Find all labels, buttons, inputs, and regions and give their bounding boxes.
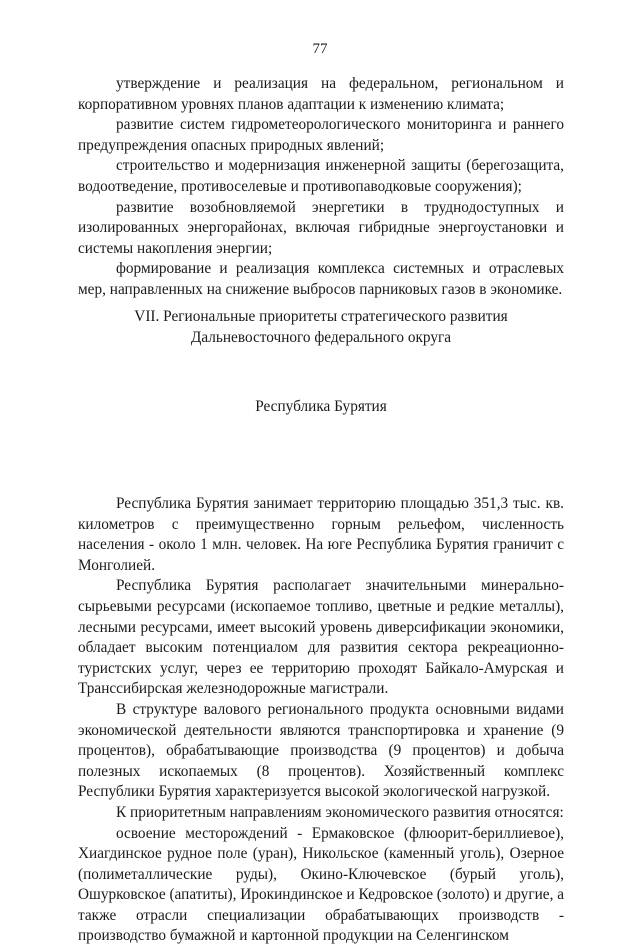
page-number: 77 — [0, 41, 640, 58]
paragraph: строительство и модернизация инженерной защиты (берегозащита, водоотведение, противоселевые и противопаводковые сооружения); — [78, 156, 564, 197]
text-block-climate-measures — [78, 74, 564, 301]
text-block-buryatia — [78, 494, 564, 947]
paragraph: утверждение и реализация на федеральном, региональном и корпоративном уровнях планов адаптации к изменению климата; — [78, 74, 564, 115]
section-heading-line-1: VII. Региональные приоритеты стратегического развития — [134, 308, 507, 325]
subsection-heading: Республика Бурятия — [78, 397, 564, 418]
paragraph: формирование и реализация комплекса системных и отраслевых мер, направленных на снижение выбросов парниковых газов в экономике. — [78, 259, 564, 300]
paragraph: развитие систем гидрометеорологического мониторинга и раннего предупреждения опасных природных явлений; — [78, 115, 564, 156]
paragraph: развитие возобновляемой энергетики в труднодоступных и изолированных энергорайонах, включая гибридные энергоустановки и системы накопления энергии; — [78, 198, 564, 260]
paragraph: Республика Бурятия занимает территорию площадью 351,3 тыс. кв. километров с преимущественно горным рельефом, численность населения - около 1 млн. человек. На юге Республика Бурятия граничит с Монголией. — [78, 494, 564, 576]
paragraph: освоение месторождений - Ермаковское (флюорит-бериллиевое), Хиагдинское рудное поле (уран), Никольское (каменный уголь), Озерное (полиметаллические руды), Окино-Ключевское (бурый уголь), Ошурковское (апатиты), Ирокиндинское и Кедровское (золото) и другие, а также отрасли специализации обрабатывающих производств - производство бумажной и картонной продукции на Селенгинском — [78, 824, 564, 947]
paragraph: Республика Бурятия располагает значительными минерально-сырьевыми ресурсами (ископаемое топливо, цветные и редкие металлы), лесными ресурсами, имеет высокий уровень диверсификации экономики, обладает высоким потенциалом для развития сектора рекреационно-туристских услуг, через ее территорию проходят Байкало-Амурская и Транссибирская железнодорожные магистрали. — [78, 576, 564, 700]
section-heading — [78, 307, 564, 348]
paragraph: В структуре валового регионального продукта основными видами экономической деятельности являются транспортировка и хранение (9 процентов), обрабатывающие производства (9 процентов) и добыча полезных ископаемых (8 процентов). Хозяйственный комплекс Республики Бурятия характеризуется высокой экологической нагрузкой. — [78, 700, 564, 803]
section-heading-line-2: Дальневосточного федерального округа — [191, 329, 451, 346]
paragraph: К приоритетным направлениям экономического развития относятся: — [78, 803, 564, 824]
